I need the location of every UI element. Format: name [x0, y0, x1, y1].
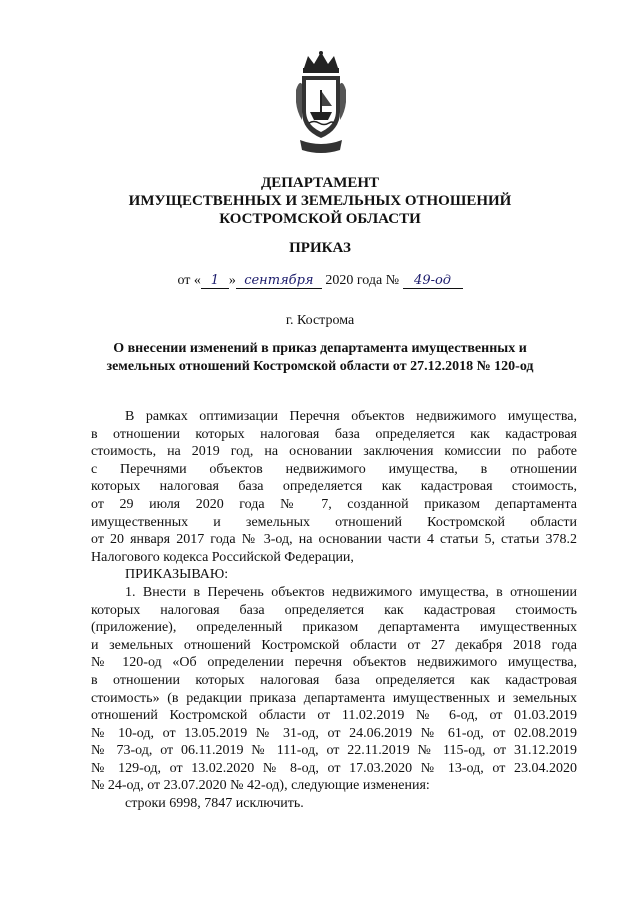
department-header-line-3: КОСТРОМСКОЙ ОБЛАСТИ	[219, 211, 421, 227]
preamble-line: стоимость, на 2019 год, на основании заключения комиссии по работе	[91, 444, 577, 460]
department-header	[0, 174, 640, 228]
item1-line: № 129-од, от 13.02.2020 № 8-од, от 17.03.2020 № 13-од, от 23.04.2020	[91, 760, 577, 776]
item1-line: (приложение), определенный приказом департамента имущественных	[91, 620, 577, 636]
order-subject	[0, 340, 640, 376]
item1-line: № 120-од «Об определении перечня объектов недвижимого имущества,	[91, 655, 577, 671]
preamble-line: которых налоговая база определяется как кадастровая стоимость,	[91, 479, 577, 495]
preamble-line: В рамках оптимизации Перечня объектов недвижимого имущества,	[125, 409, 577, 424]
date-year-text: 2020 года №	[325, 273, 400, 288]
date-prefix: от «	[177, 273, 201, 288]
item1-line: отношений Костромской области от 11.02.2019 № 6-од, от 01.03.2019	[91, 708, 577, 724]
coat-of-arms-emblem	[294, 50, 348, 154]
item1-line: которых налоговая база определяется как кадастровая стоимость	[91, 602, 577, 618]
city-name: г. Кострома	[285, 313, 355, 328]
preamble-line: в отношении которых налоговая база определяется как кадастровая	[91, 426, 577, 442]
item1-line: в отношении которых налоговая база определяется как кадастровая	[91, 672, 577, 688]
preamble-line: с Перечнями объектов недвижимого имущества, в отношении	[91, 461, 577, 477]
item1-line: № 10-од, от 13.05.2019 № 31-од, от 24.06.2019 № 61-од, от 02.08.2019	[91, 725, 577, 741]
department-header-line-1: ДЕПАРТАМЕНТ	[260, 175, 380, 191]
date-mid: »	[228, 273, 236, 288]
handwritten-order-number: 49-од	[403, 273, 463, 289]
department-header-line-2: ИМУЩЕСТВЕННЫХ И ЗЕМЕЛЬНЫХ ОТНОШЕНИЙ	[128, 193, 512, 209]
item1-line: № 24-од, от 23.07.2020 № 42-од), следующие изменения:	[91, 778, 430, 794]
item1-line: № 73-од, от 06.11.2019 № 111-од, от 22.11.2019 № 115-од, от 31.12.2019	[91, 743, 577, 759]
handwritten-month: сентября	[236, 273, 322, 289]
order-title: ПРИКАЗ	[289, 240, 351, 256]
item1-line: и земельных отношений Костромской области от 27 декабря 2018 года	[91, 637, 577, 653]
order-date-line	[0, 273, 640, 289]
command-word: ПРИКАЗЫВАЮ:	[125, 567, 229, 583]
preamble-line: от 29 июля 2020 года № 7, созданной приказом департамента	[91, 496, 577, 512]
preamble-line: от 20 января 2017 года № 3-од, на основании части 4 статьи 5, статьи 378.2	[91, 532, 577, 548]
item1-line: стоимость» (в редакции приказа департамента имущественных и земельных	[91, 690, 577, 706]
subject-line-2: земельных отношений Костромской области от 27.12.2018 № 120-од	[106, 359, 534, 374]
handwritten-day: 1	[201, 273, 229, 289]
preamble-line: Налогового кодекса Российской Федерации,	[91, 549, 354, 565]
item1-line: 1. Внести в Перечень объектов недвижимого имущества, в отношении	[125, 584, 577, 600]
subject-line-1: О внесении изменений в приказ департамента имущественных и	[113, 341, 527, 356]
item1-sub-line: строки 6998, 7847 исключить.	[125, 796, 304, 812]
preamble-line: имущественных и земельных отношений Костромской области	[91, 514, 577, 530]
order-body	[91, 408, 577, 813]
